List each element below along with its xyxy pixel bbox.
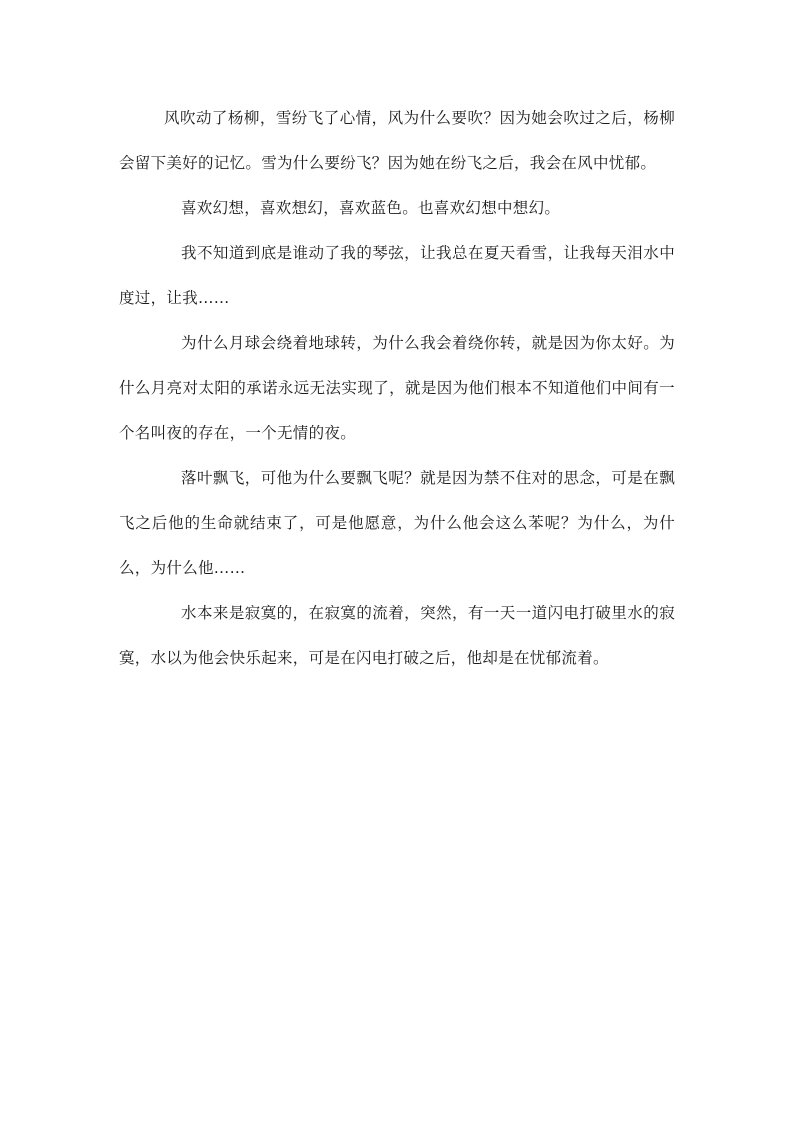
document-body [119, 96, 675, 681]
paragraph: 水本来是寂寞的，在寂寞的流着，突然，有一天一道闪电打破里水的寂寞，水以为他会快乐起来，可是在闪电打破之后，他却是在忧郁流着。 [119, 604, 675, 667]
paragraph: 风吹动了杨柳，雪纷飞了心情，风为什么要吹？因为她会吹过之后，杨柳会留下美好的记忆。雪为什么要纷飞？因为她在纷飞之后，我会在风中忧郁。 [119, 109, 675, 172]
paragraph: 落叶飘飞，可他为什么要飘飞呢？就是因为禁不住对的思念，可是在飘飞之后他的生命就结束了，可是他愿意，为什么他会这么苯呢？为什么，为什么，为什么他…… [119, 469, 675, 577]
paragraph: 为什么月球会绕着地球转，为什么我会着绕你转，就是因为你太好。为什么月亮对太阳的承诺永远无法实现了，就是因为他们根本不知道他们中间有一个名叫夜的存在，一个无情的夜。 [119, 334, 675, 442]
paragraph: 我不知道到底是谁动了我的琴弦，让我总在夏天看雪，让我每天泪水中度过，让我…… [119, 244, 675, 307]
paragraph: 喜欢幻想，喜欢想幻，喜欢蓝色。也喜欢幻想中想幻。 [181, 199, 561, 217]
